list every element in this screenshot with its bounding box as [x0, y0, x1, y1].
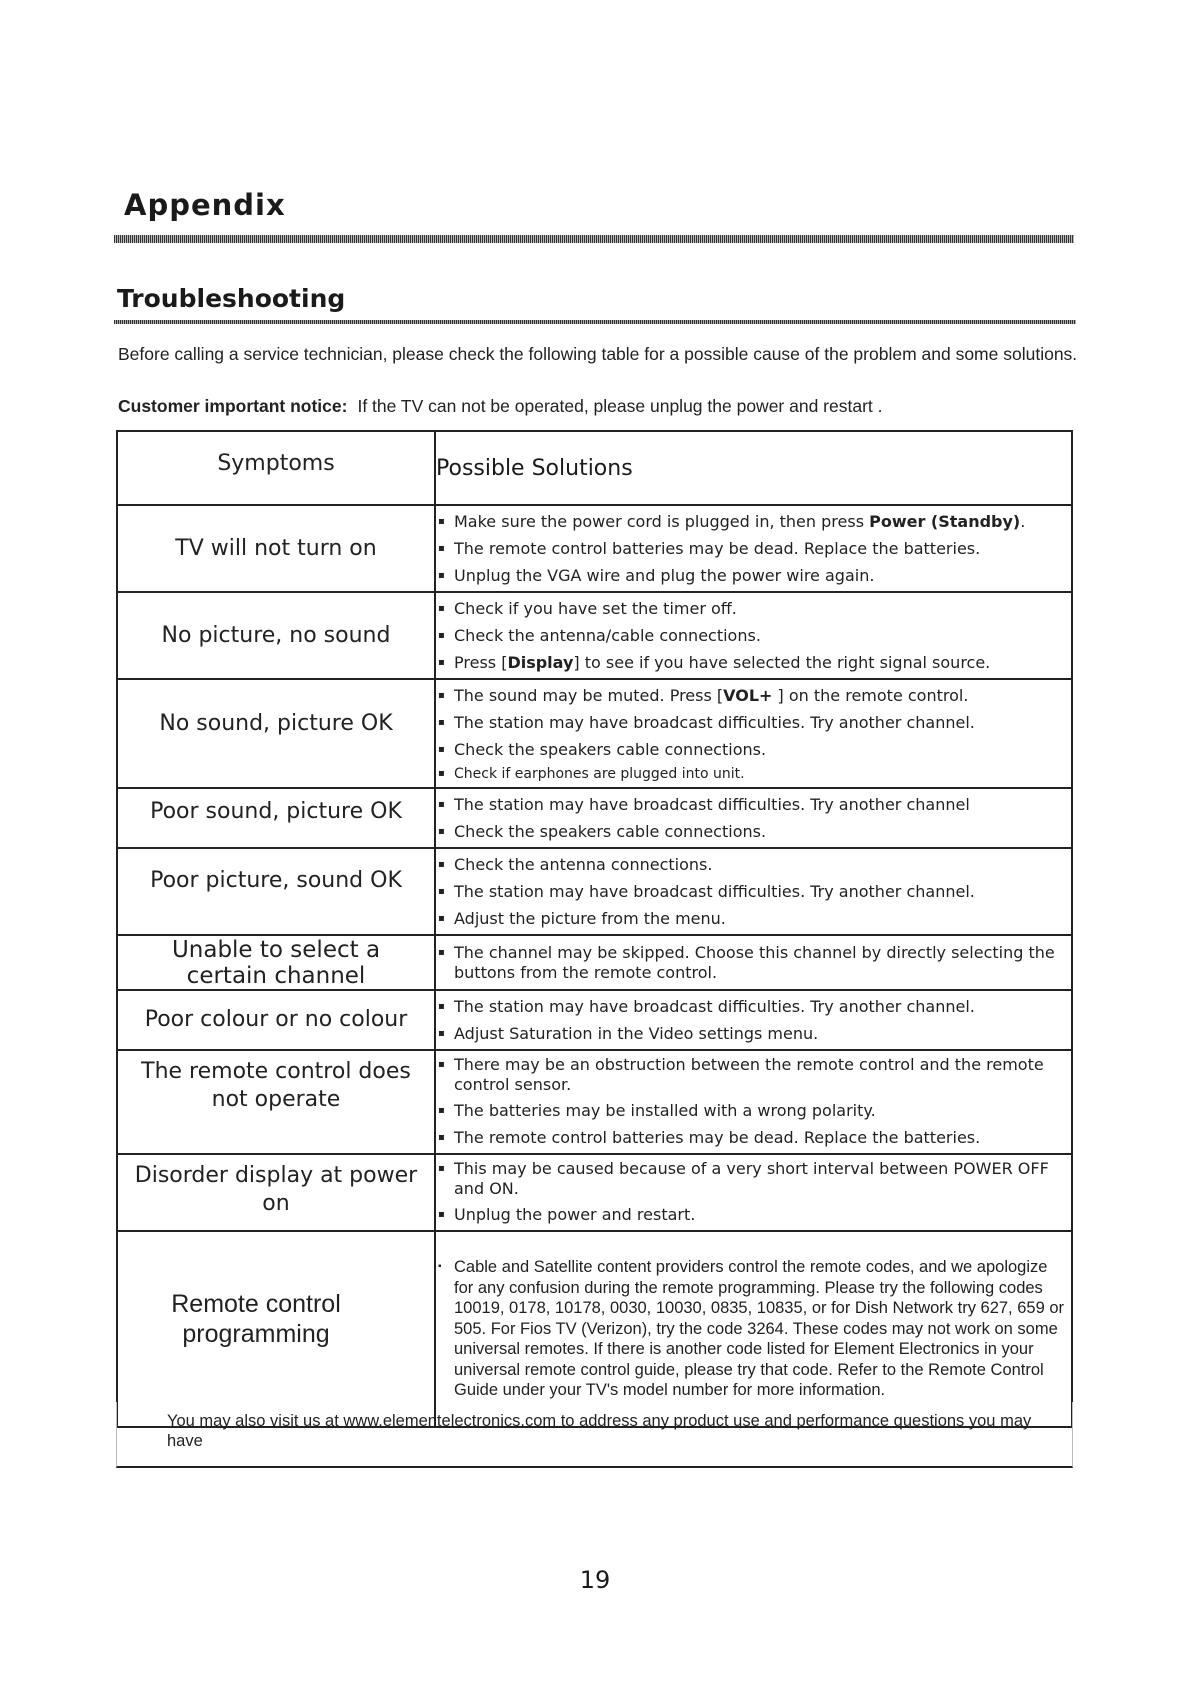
symptom-cell: No picture, no sound	[117, 592, 435, 679]
solution-cell	[435, 990, 1072, 1050]
footer-note-box	[116, 1402, 1073, 1468]
solution-item: ▪ The channel may be skipped. Choose this channel by directly selecting the buttons from the remote control.	[436, 943, 1071, 983]
solution-item: ▪ Check the speakers cable connections.	[436, 736, 1071, 763]
table-row	[117, 935, 1072, 990]
solution-item: ▪ Unplug the power and restart.	[436, 1201, 1071, 1228]
solution-cell	[435, 1050, 1072, 1154]
table-row	[117, 1050, 1072, 1154]
solution-item: ▪ Check if you have set the timer off.	[436, 595, 1071, 622]
solution-item: ▪ The sound may be muted. Press [VOL+ ] on the remote control.	[436, 682, 1071, 709]
solution-item: ▪ Adjust Saturation in the Video settings menu.	[436, 1020, 1071, 1047]
symptom-cell: No sound, picture OK	[117, 679, 435, 788]
table-row	[117, 1231, 1072, 1427]
solution-item: ▪ Unplug the VGA wire and plug the power wire again.	[436, 562, 1071, 589]
solution-cell	[435, 1231, 1072, 1427]
symptom-cell: Poor picture, sound OK	[117, 848, 435, 935]
table-row	[117, 990, 1072, 1050]
table-row	[117, 848, 1072, 935]
solution-cell	[435, 848, 1072, 935]
solution-item: ▪ The station may have broadcast difficulties. Try another channel.	[436, 878, 1071, 905]
footer-note: You may also visit us at www.elementelectronics.com to address any product use and performance questions you may have	[167, 1412, 1032, 1450]
notice-text: If the TV can not be operated, please unplug the power and restart .	[357, 396, 883, 416]
solution-cell	[435, 1154, 1072, 1231]
table-row	[117, 679, 1072, 788]
table-header-row	[117, 431, 1072, 505]
symptom-cell: Remote control programming	[117, 1231, 435, 1427]
solution-item: ▪ The station may have broadcast difficulties. Try another channel.	[436, 993, 1071, 1020]
solution-item: ▪ There may be an obstruction between the remote control and the remote control sensor.	[436, 1055, 1071, 1095]
solution-item: ▪ Make sure the power cord is plugged in, then press Power (Standby).	[436, 508, 1071, 535]
table-row	[117, 505, 1072, 592]
solution-item: ▪ Cable and Satellite content providers control the remote codes, and we apologize for any confusion during the remote programming. Please try the following codes 10019, 0178, 10178, 0030, 10030, 0835, 10835, or for Dish Network try 627, 659 or 505. For Fios TV (Verizon), try the code 3264. These codes may not work on some universal remotes. If there is another code listed for Element Electronics in your universal remote control guide, please try that code. Refer to the Remote Control Guide under your TV's model number for more information.	[436, 1253, 1071, 1405]
solution-item: ▪ The remote control batteries may be dead. Replace the batteries.	[436, 1124, 1071, 1151]
solution-cell	[435, 679, 1072, 788]
intro-paragraph: Before calling a service technician, please check the following table for a possible cause of the problem and some solutions.	[118, 344, 1078, 364]
symptom-cell: Disorder display at power on	[117, 1154, 435, 1231]
page-number: 19	[579, 1566, 611, 1594]
symptom-cell: Poor colour or no colour	[117, 990, 435, 1050]
solution-cell	[435, 788, 1072, 848]
solution-cell	[435, 935, 1072, 990]
solution-item: ▪ The batteries may be installed with a wrong polarity.	[436, 1097, 1071, 1124]
table-row	[117, 592, 1072, 679]
troubleshooting-table	[116, 430, 1073, 1428]
table-row	[117, 788, 1072, 848]
solution-item: ▪ Check the speakers cable connections.	[436, 818, 1071, 845]
solution-item: ▪ Check the antenna/cable connections.	[436, 622, 1071, 649]
section-rule	[114, 320, 1076, 324]
symptom-cell: Poor sound, picture OK	[117, 788, 435, 848]
symptoms-header: Symptoms	[117, 431, 435, 505]
symptom-cell: Unable to select a certain channel	[117, 935, 435, 990]
solution-item: ▪ Adjust the picture from the menu.	[436, 905, 1071, 932]
solution-item: ▪ The station may have broadcast difficulties. Try another channel	[436, 791, 1071, 818]
solution-item: ▪ The remote control batteries may be dead. Replace the batteries.	[436, 535, 1071, 562]
section-title: Troubleshooting	[117, 284, 346, 313]
solutions-header: Possible Solutions	[435, 431, 1072, 505]
symptom-cell: TV will not turn on	[117, 505, 435, 592]
solution-cell	[435, 505, 1072, 592]
symptom-cell: The remote control does not operate	[117, 1050, 435, 1154]
solution-item: ▪ The station may have broadcast difficulties. Try another channel.	[436, 709, 1071, 736]
customer-notice	[118, 396, 883, 417]
solution-cell	[435, 592, 1072, 679]
solution-item: ▪ This may be caused because of a very short interval between POWER OFF and ON.	[436, 1159, 1071, 1199]
table-row	[117, 1154, 1072, 1231]
appendix-title: Appendix	[124, 188, 286, 222]
solution-item: ▪ Press [Display] to see if you have selected the right signal source.	[436, 649, 1071, 676]
notice-label: Customer important notice:	[118, 396, 348, 416]
appendix-rule	[114, 235, 1074, 243]
solution-item: ▪ Check if earphones are plugged into unit.	[436, 763, 1071, 785]
solution-item: ▪ Check the antenna connections.	[436, 851, 1071, 878]
